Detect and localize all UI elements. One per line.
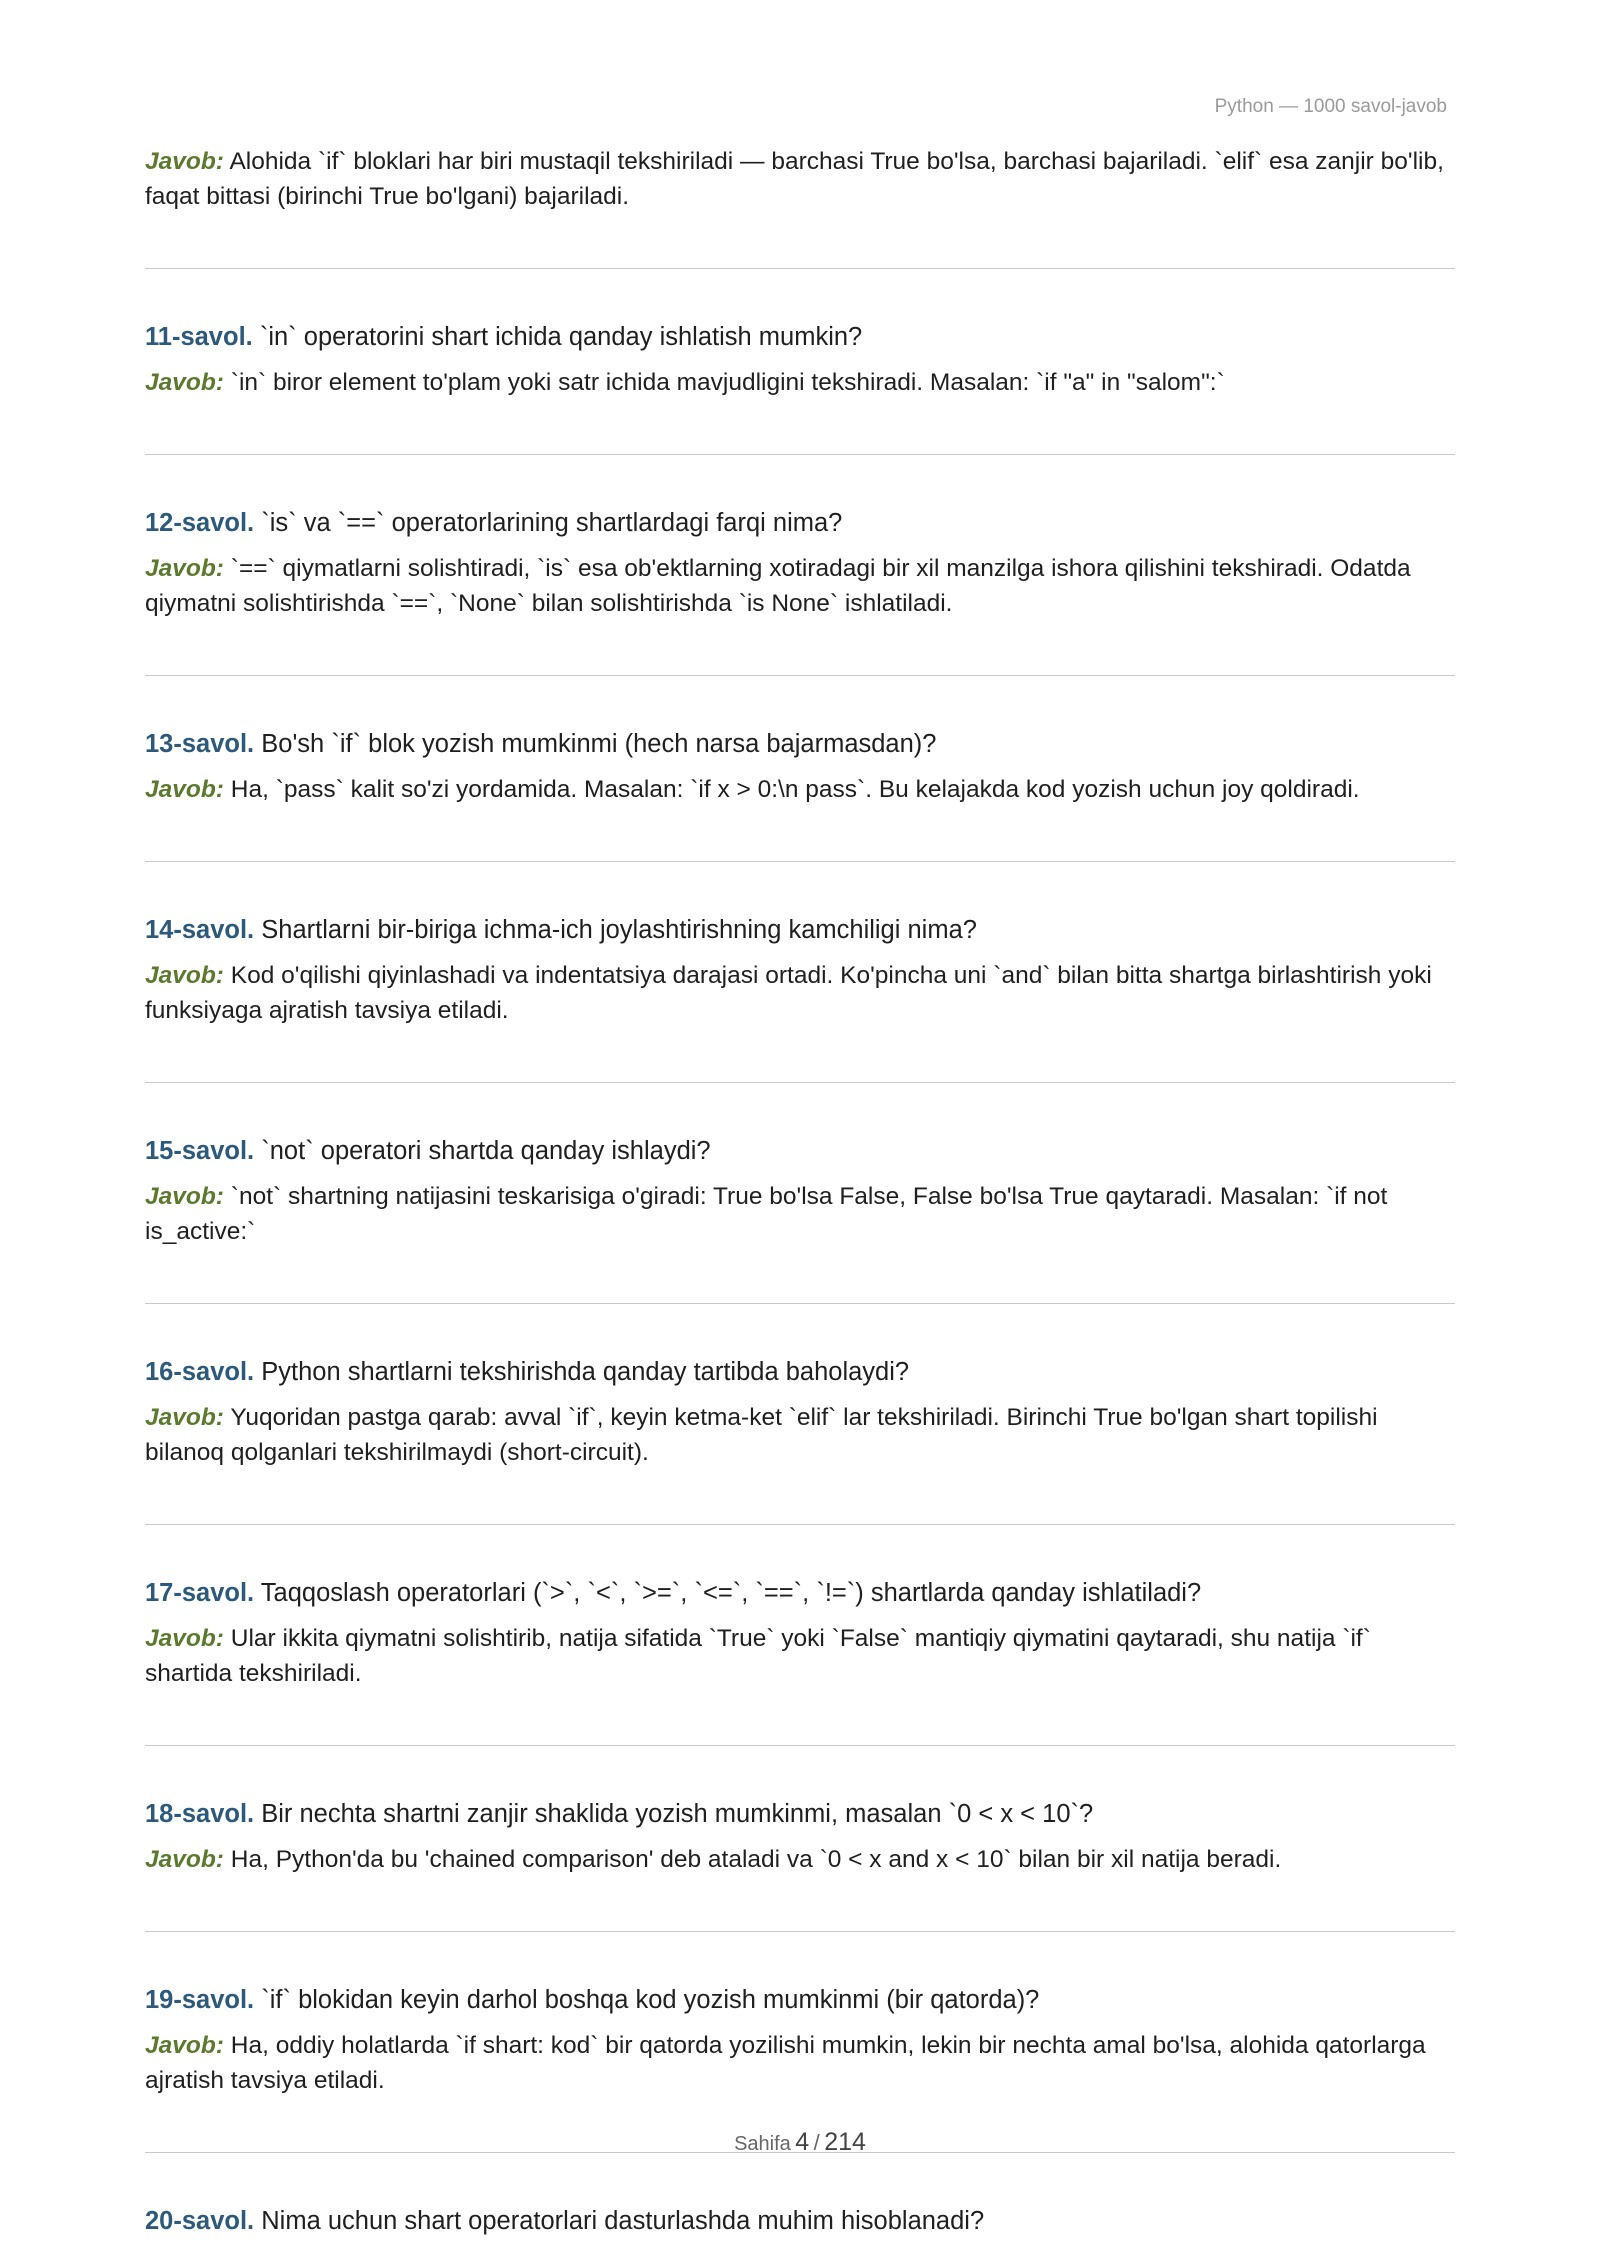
question <box>145 1354 1455 1390</box>
question-text: `if` blokidan keyin darhol boshqa kod yozish mumkinmi (bir qatorda)? <box>261 1986 1040 2014</box>
question-text: `not` operatori shartda qanday ishlaydi? <box>261 1137 711 1165</box>
question <box>145 1796 1455 1832</box>
qa-item-12 <box>145 505 1455 621</box>
page-number-current: 4 <box>795 2128 810 2156</box>
qa-item-11 <box>145 319 1455 400</box>
intro-answer <box>145 144 1455 214</box>
qa-item-13 <box>145 726 1455 807</box>
divider <box>145 1303 1455 1304</box>
answer <box>145 1400 1455 1470</box>
divider <box>145 268 1455 269</box>
question-number: 14-savol. <box>145 916 255 944</box>
divider <box>145 861 1455 862</box>
answer <box>145 365 1455 400</box>
answer-text: Alohida `if` bloklari har biri mustaqil tekshiriladi — barchasi True bo'lsa, barchasi bajariladi. `elif` esa zanjir bo'lib, faqat bittasi (birinchi True bo'lgani) bajariladi. <box>145 148 1444 210</box>
question <box>145 1133 1455 1169</box>
divider <box>145 1931 1455 1932</box>
answer-label: Javob: <box>145 369 224 396</box>
answer-label: Javob: <box>145 1846 224 1873</box>
question-text: Python shartlarni tekshirishda qanday tartibda baholaydi? <box>261 1358 910 1386</box>
answer-text: Kod o'qilishi qiyinlashadi va indentatsiya darajasi ortadi. Ko'pincha uni `and` bilan bitta shartga birlashtirish yoki funksiyaga ajratish tavsiya etiladi. <box>145 962 1432 1024</box>
answer-label: Javob: <box>145 148 224 175</box>
qa-item-17 <box>145 1575 1455 1691</box>
question-number: 15-savol. <box>145 1137 255 1165</box>
question <box>145 1575 1455 1611</box>
question-text: `in` operatorini shart ichida qanday ishlatish mumkin? <box>259 323 863 351</box>
qa-item-14 <box>145 912 1455 1028</box>
answer <box>145 1179 1455 1249</box>
divider <box>145 1524 1455 1525</box>
answer-text: `==` qiymatlarni solishtiradi, `is` esa ob'ektlarning xotiradagi bir xil manzilga ishora qilishini tekshiradi. Odatda qiymatni solishtirishda `==`, `None` bilan solishtirishda `is None` ishlatiladi. <box>145 555 1411 617</box>
question-number: 16-savol. <box>145 1358 255 1386</box>
answer-text: `in` biror element to'plam yoki satr ichida mavjudligini tekshiradi. Masalan: `if "a" in "salom":` <box>230 369 1225 396</box>
answer-text: Ular ikkita qiymatni solishtirib, natija sifatida `True` yoki `False` mantiqiy qiymatini qaytaradi, shu natija `if` shartida tekshiriladi. <box>145 1625 1371 1687</box>
answer-label: Javob: <box>145 1183 224 1210</box>
question-number: 20-savol. <box>145 2207 255 2235</box>
answer <box>145 772 1455 807</box>
answer-text: `not` shartning natijasini teskarisiga o'giradi: True bo'lsa False, False bo'lsa True qaytaradi. Masalan: `if not is_active:` <box>145 1183 1388 1245</box>
page-footer <box>0 2128 1600 2157</box>
question-number: 12-savol. <box>145 509 255 537</box>
running-header: Python — 1000 savol-javob <box>1214 96 1447 117</box>
question <box>145 1982 1455 2018</box>
answer-label: Javob: <box>145 555 224 582</box>
question-text: Nima uchun shart operatorlari dasturlashda muhim hisoblanadi? <box>261 2207 985 2235</box>
answer-label: Javob: <box>145 2032 224 2059</box>
question-text: Shartlarni bir-biriga ichma-ich joylashtirishning kamchiligi nima? <box>261 916 977 944</box>
answer-text: Ha, `pass` kalit so'zi yordamida. Masalan: `if x > 0:\n pass`. Bu kelajakda kod yozish uchun joy qoldiradi. <box>230 776 1360 803</box>
question-number: 19-savol. <box>145 1986 255 2014</box>
answer-text: Ha, Python'da bu 'chained comparison' deb ataladi va `0 < x and x < 10` bilan bir xil natija beradi. <box>230 1846 1282 1873</box>
answer-label: Javob: <box>145 776 224 803</box>
answer-label: Javob: <box>145 962 224 989</box>
answer-text: Ha, oddiy holatlarda `if shart: kod` bir qatorda yozilishi mumkin, lekin bir nechta amal bo'lsa, alohida qatorlarga ajratish tavsiya etiladi. <box>145 2032 1426 2094</box>
qa-item-15 <box>145 1133 1455 1249</box>
answer <box>145 1621 1455 1691</box>
question-number: 18-savol. <box>145 1800 255 1828</box>
question-text: `is` va `==` operatorlarining shartlardagi farqi nima? <box>261 509 843 537</box>
answer <box>145 1842 1455 1877</box>
question <box>145 912 1455 948</box>
page-number-total: 214 <box>824 2128 866 2156</box>
question-number: 13-savol. <box>145 730 255 758</box>
question <box>145 505 1455 541</box>
qa-item-20 <box>145 2203 1455 2239</box>
answer-text: Yuqoridan pastga qarab: avval `if`, keyin ketma-ket `elif` lar tekshiriladi. Birinchi True bo'lgan shart topilishi bilanoq qolganlari tekshirilmaydi (short-circuit). <box>145 1404 1378 1466</box>
page-content <box>145 144 1455 2249</box>
question <box>145 726 1455 762</box>
answer-label: Javob: <box>145 1625 224 1652</box>
page-label: Sahifa <box>734 2133 791 2155</box>
question-number: 11-savol. <box>145 323 253 351</box>
answer <box>145 551 1455 621</box>
question <box>145 319 1455 355</box>
divider <box>145 454 1455 455</box>
page-number-separator: / <box>813 2130 820 2155</box>
question <box>145 2203 1455 2239</box>
answer <box>145 958 1455 1028</box>
question-text: Taqqoslash operatorlari (`>`, `<`, `>=`, `<=`, `==`, `!=`) shartlarda qanday ishlatiladi? <box>260 1579 1202 1607</box>
qa-item-19 <box>145 1982 1455 2098</box>
question-text: Bir nechta shartni zanjir shaklida yozish mumkinmi, masalan `0 < x < 10`? <box>261 1800 1094 1828</box>
answer <box>145 2028 1455 2098</box>
divider <box>145 675 1455 676</box>
question-text: Bo'sh `if` blok yozish mumkinmi (hech narsa bajarmasdan)? <box>261 730 937 758</box>
divider <box>145 1745 1455 1746</box>
qa-item-16 <box>145 1354 1455 1470</box>
divider <box>145 1082 1455 1083</box>
question-number: 17-savol. <box>145 1579 255 1607</box>
answer-label: Javob: <box>145 1404 224 1431</box>
qa-item-18 <box>145 1796 1455 1877</box>
